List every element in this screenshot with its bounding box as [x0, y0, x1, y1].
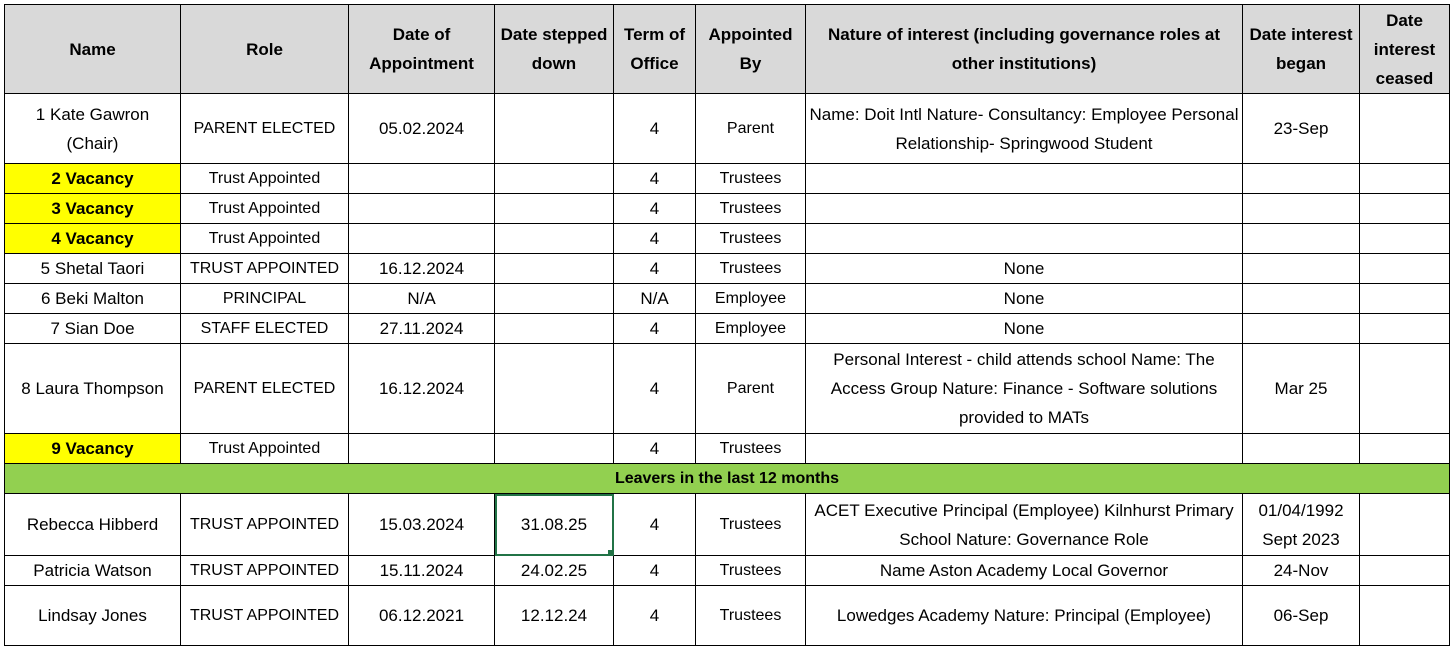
- table-row: [5, 434, 1450, 464]
- cell-interest[interactable]: Personal Interest - child attends school Name: The Access Group Nature: Finance - Software solutions provided to MATs: [806, 344, 1243, 434]
- cell-interest-began[interactable]: [1243, 194, 1360, 224]
- cell-interest[interactable]: [806, 164, 1243, 194]
- cell-date-appointment[interactable]: [349, 164, 495, 194]
- cell-role[interactable]: TRUST APPOINTED: [181, 586, 349, 646]
- cell-name[interactable]: 5 Shetal Taori: [5, 254, 181, 284]
- cell-interest-ceased[interactable]: [1360, 344, 1450, 434]
- cell-name[interactable]: 4 Vacancy: [5, 224, 181, 254]
- cell-interest[interactable]: Name: Doit Intl Nature- Consultancy: Employee Personal Relationship- Springwood Student: [806, 94, 1243, 164]
- cell-date-stepped-down[interactable]: [495, 254, 614, 284]
- cell-interest-began[interactable]: 01/04/1992 Sept 2023: [1243, 494, 1360, 556]
- cell-term[interactable]: 4: [614, 254, 696, 284]
- cell-date-stepped-down[interactable]: 24.02.25: [495, 556, 614, 586]
- cell-term[interactable]: 4: [614, 434, 696, 464]
- cell-appointed-by[interactable]: Trustees: [696, 194, 806, 224]
- cell-interest-began[interactable]: 06-Sep: [1243, 586, 1360, 646]
- cell-date-stepped-down[interactable]: [495, 224, 614, 254]
- cell-date-stepped-down[interactable]: 12.12.24: [495, 586, 614, 646]
- cell-appointed-by[interactable]: Employee: [696, 314, 806, 344]
- cell-term[interactable]: N/A: [614, 284, 696, 314]
- cell-date-stepped-down[interactable]: [495, 434, 614, 464]
- cell-role[interactable]: Trust Appointed: [181, 194, 349, 224]
- table-row: [5, 254, 1450, 284]
- cell-interest[interactable]: ACET Executive Principal (Employee) Kilnhurst Primary School Nature: Governance Role: [806, 494, 1243, 556]
- cell-interest-ceased[interactable]: [1360, 224, 1450, 254]
- cell-interest-ceased[interactable]: [1360, 586, 1450, 646]
- cell-appointed-by[interactable]: Parent: [696, 344, 806, 434]
- cell-interest-ceased[interactable]: [1360, 94, 1450, 164]
- header-row: [5, 5, 1450, 94]
- cell-appointed-by[interactable]: Parent: [696, 94, 806, 164]
- cell-appointed-by[interactable]: Employee: [696, 284, 806, 314]
- cell-interest[interactable]: Lowedges Academy Nature: Principal (Employee): [806, 586, 1243, 646]
- cell-role[interactable]: PRINCIPAL: [181, 284, 349, 314]
- cell-interest-began[interactable]: 23-Sep: [1243, 94, 1360, 164]
- cell-date-appointment[interactable]: 27.11.2024: [349, 314, 495, 344]
- cell-name[interactable]: 1 Kate Gawron (Chair): [5, 94, 181, 164]
- table-row: [5, 164, 1450, 194]
- cell-name[interactable]: 6 Beki Malton: [5, 284, 181, 314]
- cell-role[interactable]: PARENT ELECTED: [181, 94, 349, 164]
- cell-interest-ceased[interactable]: [1360, 556, 1450, 586]
- table-row: [5, 194, 1450, 224]
- cell-role[interactable]: STAFF ELECTED: [181, 314, 349, 344]
- cell-date-appointment[interactable]: N/A: [349, 284, 495, 314]
- cell-interest-began[interactable]: [1243, 284, 1360, 314]
- header-nature-of-interest[interactable]: Nature of interest (including governance roles at other institutions): [806, 5, 1243, 94]
- table-row: [5, 494, 1450, 556]
- cell-interest[interactable]: Name Aston Academy Local Governor: [806, 556, 1243, 586]
- cell-role[interactable]: TRUST APPOINTED: [181, 494, 349, 556]
- cell-date-appointment[interactable]: 15.11.2024: [349, 556, 495, 586]
- cell-role[interactable]: TRUST APPOINTED: [181, 254, 349, 284]
- cell-interest[interactable]: [806, 194, 1243, 224]
- cell-interest-ceased[interactable]: [1360, 494, 1450, 556]
- cell-interest[interactable]: [806, 434, 1243, 464]
- table-row: [5, 586, 1450, 646]
- cell-appointed-by[interactable]: Trustees: [696, 586, 806, 646]
- cell-term[interactable]: 4: [614, 314, 696, 344]
- header-term-of-office[interactable]: Term of Office: [614, 5, 696, 94]
- header-name[interactable]: Name: [5, 5, 181, 94]
- cell-term[interactable]: 4: [614, 586, 696, 646]
- cell-interest-began[interactable]: Mar 25: [1243, 344, 1360, 434]
- cell-interest[interactable]: None: [806, 254, 1243, 284]
- cell-role[interactable]: Trust Appointed: [181, 434, 349, 464]
- cell-name[interactable]: 9 Vacancy: [5, 434, 181, 464]
- cell-interest-ceased[interactable]: [1360, 194, 1450, 224]
- cell-name[interactable]: 3 Vacancy: [5, 194, 181, 224]
- cell-date-appointment[interactable]: 15.03.2024: [349, 494, 495, 556]
- cell-name[interactable]: 8 Laura Thompson: [5, 344, 181, 434]
- cell-date-appointment[interactable]: 06.12.2021: [349, 586, 495, 646]
- cell-appointed-by[interactable]: Trustees: [696, 164, 806, 194]
- cell-name[interactable]: Rebecca Hibberd: [5, 494, 181, 556]
- cell-date-appointment[interactable]: 16.12.2024: [349, 344, 495, 434]
- header-appointed-by[interactable]: Appointed By: [696, 5, 806, 94]
- cell-role[interactable]: Trust Appointed: [181, 224, 349, 254]
- cell-date-stepped-down[interactable]: [495, 284, 614, 314]
- cell-date-appointment[interactable]: [349, 434, 495, 464]
- cell-value: 31.08.25: [520, 515, 588, 534]
- header-date-appointment[interactable]: Date of Appointment: [349, 5, 495, 94]
- cell-role[interactable]: PARENT ELECTED: [181, 344, 349, 434]
- cell-name[interactable]: 7 Sian Doe: [5, 314, 181, 344]
- fill-handle[interactable]: [608, 550, 614, 556]
- cell-interest[interactable]: [806, 224, 1243, 254]
- cell-interest-began[interactable]: [1243, 254, 1360, 284]
- cell-appointed-by[interactable]: Trustees: [696, 556, 806, 586]
- cell-interest-ceased[interactable]: [1360, 254, 1450, 284]
- cell-interest-began[interactable]: [1243, 314, 1360, 344]
- leavers-section-row: [5, 464, 1450, 494]
- cell-term[interactable]: 4: [614, 94, 696, 164]
- cell-role[interactable]: Trust Appointed: [181, 164, 349, 194]
- table-row: [5, 284, 1450, 314]
- cell-interest-began[interactable]: 24-Nov: [1243, 556, 1360, 586]
- cell-name[interactable]: Lindsay Jones: [5, 586, 181, 646]
- table-row: [5, 224, 1450, 254]
- cell-interest-began[interactable]: [1243, 164, 1360, 194]
- cell-name[interactable]: 2 Vacancy: [5, 164, 181, 194]
- cell-term[interactable]: 4: [614, 224, 696, 254]
- cell-appointed-by[interactable]: Trustees: [696, 434, 806, 464]
- cell-term[interactable]: 4: [614, 164, 696, 194]
- table-row: [5, 314, 1450, 344]
- header-date-interest-began[interactable]: Date interest began: [1243, 5, 1360, 94]
- table-row: [5, 556, 1450, 586]
- cell-date-stepped-down[interactable]: [495, 314, 614, 344]
- header-date-interest-ceased[interactable]: Date interest ceased: [1360, 5, 1450, 94]
- cell-appointed-by[interactable]: Trustees: [696, 494, 806, 556]
- cell-role[interactable]: TRUST APPOINTED: [181, 556, 349, 586]
- cell-interest-ceased[interactable]: [1360, 314, 1450, 344]
- table-row: [5, 344, 1450, 434]
- cell-interest-began[interactable]: [1243, 434, 1360, 464]
- cell-date-stepped-down[interactable]: [495, 164, 614, 194]
- cell-date-stepped-down-selected[interactable]: [495, 494, 614, 556]
- cell-date-appointment[interactable]: [349, 224, 495, 254]
- cell-date-stepped-down[interactable]: [495, 94, 614, 164]
- cell-name[interactable]: Patricia Watson: [5, 556, 181, 586]
- leavers-section-title[interactable]: Leavers in the last 12 months: [5, 464, 1450, 494]
- cell-appointed-by[interactable]: Trustees: [696, 254, 806, 284]
- cell-interest[interactable]: None: [806, 284, 1243, 314]
- cell-interest-ceased[interactable]: [1360, 284, 1450, 314]
- cell-date-appointment[interactable]: 05.02.2024: [349, 94, 495, 164]
- cell-term[interactable]: 4: [614, 556, 696, 586]
- cell-term[interactable]: 4: [614, 494, 696, 556]
- cell-interest[interactable]: None: [806, 314, 1243, 344]
- governance-register-table: [4, 4, 1450, 646]
- header-date-stepped-down[interactable]: Date stepped down: [495, 5, 614, 94]
- cell-interest-began[interactable]: [1243, 224, 1360, 254]
- table-row: [5, 94, 1450, 164]
- cell-term[interactable]: 4: [614, 194, 696, 224]
- cell-interest-ceased[interactable]: [1360, 164, 1450, 194]
- cell-date-appointment[interactable]: 16.12.2024: [349, 254, 495, 284]
- cell-date-stepped-down[interactable]: [495, 344, 614, 434]
- cell-date-stepped-down[interactable]: [495, 194, 614, 224]
- cell-term[interactable]: 4: [614, 344, 696, 434]
- members-body: [5, 94, 1450, 646]
- header-role[interactable]: Role: [181, 5, 349, 94]
- cell-interest-ceased[interactable]: [1360, 434, 1450, 464]
- cell-appointed-by[interactable]: Trustees: [696, 224, 806, 254]
- cell-date-appointment[interactable]: [349, 194, 495, 224]
